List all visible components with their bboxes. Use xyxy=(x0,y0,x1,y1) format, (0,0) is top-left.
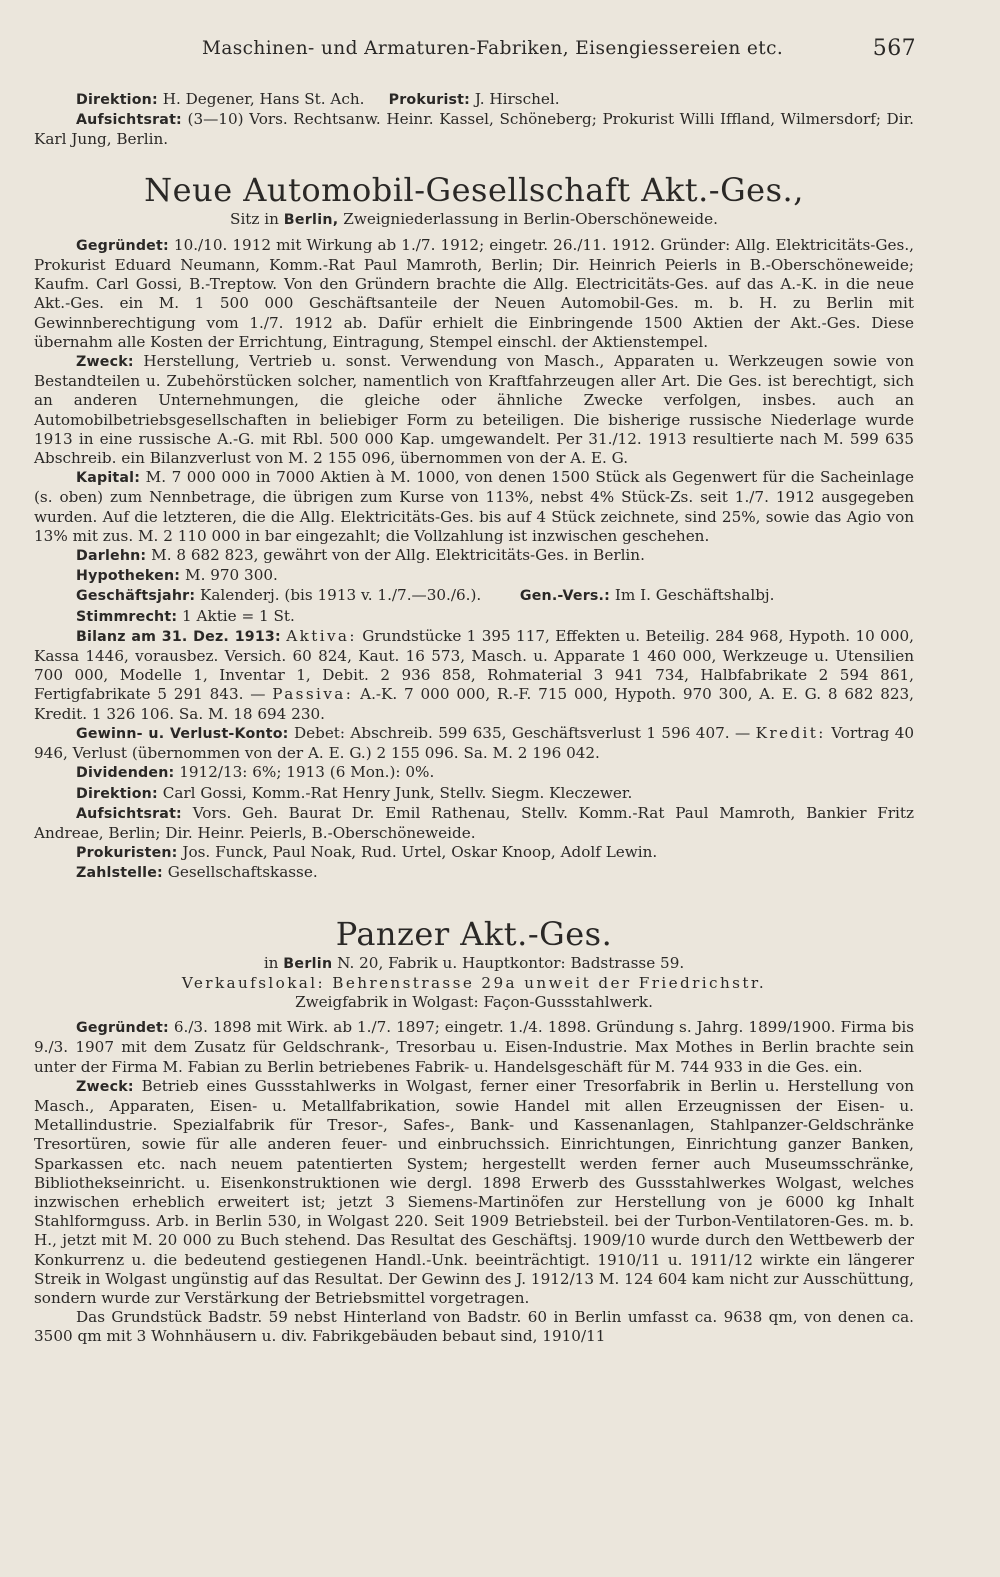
company1-aufsichtsrat-label: Aufsichtsrat: xyxy=(76,805,182,822)
company1-sitz-city: Berlin, xyxy=(283,211,339,228)
company1-sitz-line xyxy=(34,210,914,230)
company1-stimmrecht-label: Stimmrecht: xyxy=(76,608,178,625)
carryover-aufsichtsrat-label: Aufsichtsrat: xyxy=(76,112,182,129)
company1-gegruendet-label: Gegründet: xyxy=(76,237,169,254)
company2-zweigfabrik-line: Zweigfabrik in Wolgast: Façon-Gussstahlwerk. xyxy=(295,992,653,1011)
company2-gegruendet-text: 6./3. 1898 mit Wirk. ab 1./7. 1897; eingetr. 1./4. 1898. Gründung s. Jahrg. 1899/1900. Firma bis 9./3. 1907 mit dem Zusatz für Geldschrank-, Tresorbau u. Eisen-Industrie. Max Mothes in Berlin brachte sein unter der Firma M. Fabian zu Berlin betriebenes Fabrik- u. Handelsgeschäft für M. 744 933 in die Ges. ein. xyxy=(34,1018,914,1076)
company1-entry xyxy=(34,236,914,884)
company1-bilanz-paragraph xyxy=(34,627,914,724)
company2-zweck-paragraph xyxy=(34,1077,914,1308)
company1-bilanz-aktiva-text: Grundstücke 1 395 117, Effekten u. Beteilig. 284 968, Hypoth. 10 000, Kassa 1446, vorausbez. Versich. 60 824, Kaut. 16 573, Masch. u. Apparate 1 460 000, Werkzeuge u. Utensilien 700 000, Modelle 1, Inventar 1, Debit. 2 936 858, Rohmaterial 3 941 734, Halbfabrikate 2 594 861, Fertigfabrikate 5 291 843. — xyxy=(34,626,914,704)
carryover-entry xyxy=(34,90,914,150)
carryover-direktion-paragraph xyxy=(34,90,914,110)
company-heading-panzer: Panzer Akt.-Ges. xyxy=(335,914,613,953)
company1-zweck-label: Zweck: xyxy=(76,354,134,371)
company2-grundstueck-paragraph: Das Grundstück Badstr. 59 nebst Hinterland von Badstr. 60 in Berlin umfasst ca. 9638 qm, von denen ca. 3500 qm mit 3 Wohnhäusern u. div. Fabrikgebäuden bebaut sind, 1910/11 xyxy=(34,1308,914,1346)
company1-hypotheken-text: M. 970 300. xyxy=(185,566,278,585)
company1-stimmrecht-text: 1 Aktie = 1 St. xyxy=(182,606,295,625)
company1-bilanz-passiva-label: Passiva: xyxy=(272,685,354,704)
company1-geschaeftsjahr-text: Kalenderj. (bis 1913 v. 1./7.—30./6.). xyxy=(200,586,482,605)
company1-direktion-paragraph xyxy=(34,784,914,804)
company1-prokuristen-paragraph xyxy=(34,843,914,863)
company1-prokuristen-text: Jos. Funck, Paul Noak, Rud. Urtel, Oskar Knoop, Adolf Lewin. xyxy=(182,843,658,862)
company1-sitz-pre: Sitz in xyxy=(230,209,279,228)
company1-aufsichtsrat-text: Vors. Geh. Baurat Dr. Emil Rathenau, Stellv. Komm.-Rat Paul Mamroth, Bankier Fritz Andreae, Berlin; Dir. Heinr. Peierls, B.-Oberschöneweide. xyxy=(34,803,914,842)
company1-dividenden-label: Dividenden: xyxy=(76,765,175,782)
company1-gewinn-debet-text: Debet: Abschreib. 599 635, Geschäftsverlust 1 596 407. — xyxy=(293,723,751,742)
carryover-aufsichtsrat-paragraph xyxy=(34,110,914,149)
company1-gewinn-kredit-text: Vortrag 40 946, Verlust (übernommen von der A. E. G.) 2 155 096. Sa. M. 2 196 042. xyxy=(34,723,915,763)
carryover-direktion-label: Direktion: xyxy=(76,92,158,108)
company1-hypotheken-label: Hypotheken: xyxy=(76,568,181,585)
company2-gegruendet-label: Gegründet: xyxy=(76,1020,169,1037)
company1-direktion-label: Direktion: xyxy=(76,785,158,802)
company1-bilanz-aktiva-label: Aktiva: xyxy=(286,626,357,645)
company1-zahlstelle-paragraph xyxy=(34,863,914,883)
company2-verkaufslokal-line: Verkaufslokal: Behrenstrasse 29a unweit der Friedrichstr. xyxy=(181,973,767,992)
company2-line1-pre: in xyxy=(263,953,279,972)
company1-geschaeftsjahr-paragraph xyxy=(34,586,914,606)
company2-zweck-label: Zweck: xyxy=(76,1078,134,1095)
company2-line1-post: N. 20, Fabrik u. Hauptkontor: Badstrasse 59. xyxy=(337,953,685,972)
company1-darlehn-text: M. 8 682 823, gewährt von der Allg. Elektricitäts-Ges. in Berlin. xyxy=(151,546,645,565)
company1-direktion-text: Carl Gossi, Komm.-Rat Henry Junk, Stellv. Siegm. Kleczewer. xyxy=(162,783,633,802)
running-head xyxy=(34,34,914,74)
company1-kapital-paragraph xyxy=(34,468,914,546)
company1-kapital-text: M. 7 000 000 in 7000 Aktien à M. 1000, von denen 1500 Stück als Gegenwert für die Sacheinlage (s. oben) zum Nennbetrage, die übrigen zum Kurse von 113%, nebst 4% Stück-Zs. seit 1./7. 1912 ausgegeben wurden. Auf die letzteren, die die Allg. Elektricitäts-Ges. bis auf 4 Stück zeichnete, sind 25%, sowie das Agio von 13% mit zus. M. 2 110 000 in bar eingezahlt; die Vollzahlung ist inzwischen geschehen. xyxy=(34,468,915,545)
company1-zweck-text: Herstellung, Vertrieb u. sonst. Verwendung von Masch., Apparaten u. Werkzeugen sowie von Bestandteilen u. Zubehörstücken solcher, namentlich von Kraftfahrzeugen aller Art. Die Ges. ist berechtigt, sich an anderen Unternehmungen, die gleiche oder ähnliche Zwecke verfolgen, insbes. auch an Automobilbetriebsgesellschaften in beliebiger Form zu beteiligen. Die bisherige russische Niederlage wurde 1913 in eine russische A.-G. mit Rbl. 500 000 Kap. umgewandelt. Per 31./12. 1913 resultierte nach M. 599 635 Abschreib. ein Bilanzverlust von M. 2 155 096, übernommen von der A. E. G. xyxy=(34,352,915,468)
company2-zweck-text: Betrieb eines Gussstahlwerks in Wolgast, ferner einer Tresorfabrik in Berlin u. Herstellung von Masch., Apparaten, Eisen- u. Metallfabrikation, sowie Handel mit allen Erzeugnissen der Eisen- u. Metallindustrie. Spezialfabrik für Tresor-, Safes-, Bank- und Kassenanlagen, Stahlpanzer-Geldschränke Tresortüren, sowie für alle anderen feuer- und einbruchssich. Einrichtungen, Einrichtung ganzer Banken, Sparkassen etc. nach neuem patentierten System; hergestellt werden ferner auch Museumsschränke, Bibliothekseinricht. u. Eisenkonstruktionen wie dergl. 1898 Erwerb des Gussstahlwerkes Wolgast, welches inzwischen erheblich erweitert ist; jetzt 3 Siemens-Martinöfen zur Herstellung von je 6000 kg Inhalt Stahlformguss. Arb. in Berlin 530, in Wolgast 220. Seit 1909 Betriebsteil. bei der Turbon-Ventilatoren-Ges. m. b. H., jetzt mit M. 20 000 zu Buch stehend. Das Resultat des Geschäftsj. 1909/10 wurde durch den Wettbewerb der Konkurrenz u. die bedeutend gestiegenen Handl.-Unk. beeinträchtigt. 1910/11 u. 1911/12 wirkte ein längerer Streik in Wolgast ungünstig auf das Resultat. Der Gewinn des J. 1912/13 M. 124 604 kam nicht zur Ausschüttung, sondern wurde zur Verstärkung der Betriebsmittel vorgetragen. xyxy=(34,1076,915,1307)
company2-gegruendet-paragraph xyxy=(34,1018,914,1077)
company1-stimmrecht-paragraph xyxy=(34,607,914,627)
carryover-aufsichtsrat-text: (3—10) Vors. Rechtsanw. Heinr. Kassel, Schöneberg; Prokurist Willi Iffland, Wilmersdorf; Dir. Karl Jung, Berlin. xyxy=(34,110,914,149)
company1-darlehn-paragraph xyxy=(34,546,914,566)
company1-genvers-text: Im I. Geschäftshalbj. xyxy=(614,586,775,605)
company1-sitz-post: Zweigniederlassung in Berlin-Oberschöneweide. xyxy=(343,209,718,228)
company1-bilanz-label: Bilanz am 31. Dez. 1913: xyxy=(76,628,281,645)
company1-dividenden-paragraph xyxy=(34,763,914,783)
company1-aufsichtsrat-paragraph xyxy=(34,804,914,843)
company1-gewinn-paragraph xyxy=(34,724,914,763)
company1-zweck-paragraph xyxy=(34,352,914,468)
carryover-prokurist-label: Prokurist: xyxy=(388,92,471,108)
company1-dividenden-text: 1912/13: 6%; 1913 (6 Mon.): 0%. xyxy=(179,763,435,782)
carryover-direktion-text: H. Degener, Hans St. Ach. xyxy=(162,90,365,108)
company1-zahlstelle-label: Zahlstelle: xyxy=(76,865,163,882)
company2-address-line xyxy=(34,954,914,974)
carryover-prokurist-text: J. Hirschel. xyxy=(474,90,560,108)
company1-gegruendet-paragraph xyxy=(34,236,914,352)
company1-prokuristen-label: Prokuristen: xyxy=(76,845,178,862)
company1-gegruendet-text: 10./10. 1912 mit Wirkung ab 1./7. 1912; eingetr. 26./11. 1912. Gründer: Allg. Elektricitäts-Ges., Prokurist Eduard Neumann, Komm.-Rat Paul Mamroth, Berlin; Dir. Heinrich Peierls in B.-Oberschöneweide; Kaufm. Carl Gossi, B.-Treptow. Von den Gründern brachte die Allg. Electricitäts-Ges. auf das A.-K. in die neue Akt.-Ges. ein M. 1 500 000 Geschäftsanteile der Neuen Automobil-Ges. m. b. H. zu Berlin mit Gewinnberechtigung vom 1./7. 1912 ab. Dafür erhielt die Einbringende 1500 Aktien der Akt.-Ges. Diese übernahm alle Kosten der Errichtung, Eintragung, Stempel einschl. der Aktienstempel. xyxy=(34,235,914,351)
company1-gewinn-label: Gewinn- u. Verlust-Konto: xyxy=(76,725,289,742)
company-heading-neue-automobil: Neue Automobil-Gesellschaft Akt.-Ges., xyxy=(144,170,804,209)
company1-genvers-label: Gen.-Vers.: xyxy=(519,588,611,605)
page-number: 567 xyxy=(872,36,916,61)
company2-entry xyxy=(34,1018,914,1346)
company1-geschaeftsjahr-label: Geschäftsjahr: xyxy=(76,588,196,605)
company1-gewinn-kredit-label: Kredit: xyxy=(755,723,826,742)
running-head-title: Maschinen- und Armaturen-Fabriken, Eisengiessereien etc. xyxy=(202,38,784,59)
company1-bilanz-passiva-text: A.-K. 7 000 000, R.-F. 715 000, Hypoth. 970 300, A. E. G. 8 682 823, Kredit. 1 326 106. Sa. M. 18 694 230. xyxy=(34,685,915,723)
company1-hypotheken-paragraph xyxy=(34,566,914,586)
company1-darlehn-label: Darlehn: xyxy=(76,548,147,565)
company1-kapital-label: Kapital: xyxy=(76,470,141,487)
company1-zahlstelle-text: Gesellschaftskasse. xyxy=(167,863,318,882)
company2-line1-city: Berlin xyxy=(283,955,333,972)
